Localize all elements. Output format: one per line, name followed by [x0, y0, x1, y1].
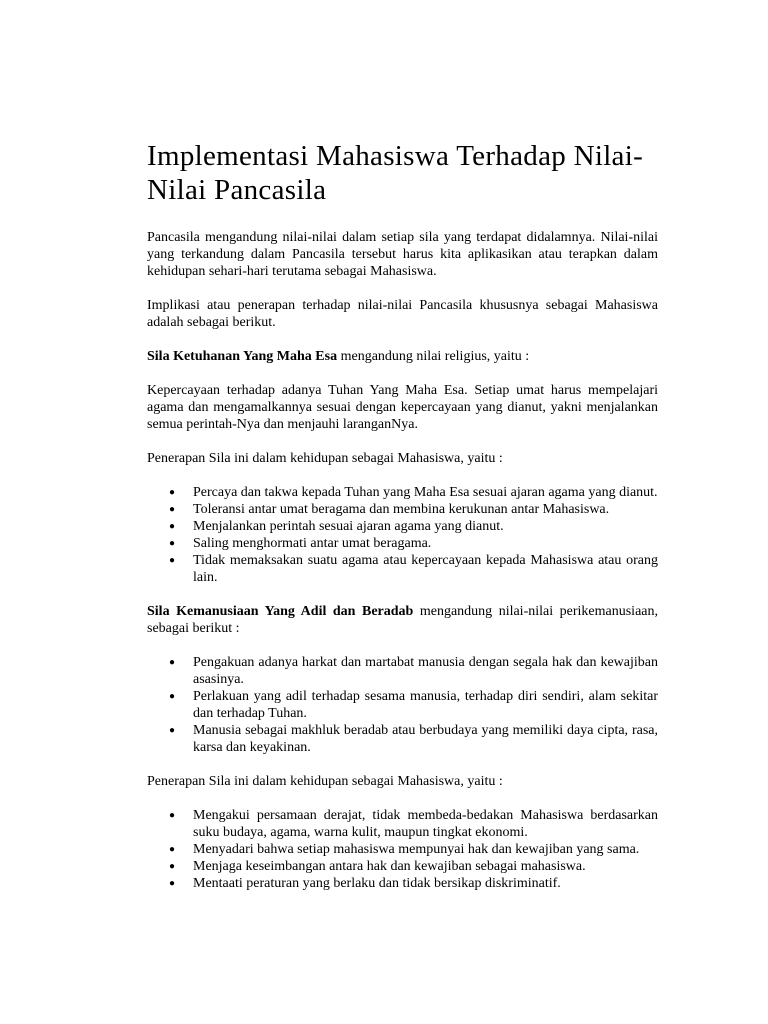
- list-item: [147, 722, 658, 756]
- list-item-text: Mengakui persamaan derajat, tidak membeda-bedakan Mahasiswa berdasarkan suku budaya, agama, warna kulit, maupun tingkat ekonomi.: [193, 808, 658, 840]
- sila1-penerapan-list: [147, 484, 658, 586]
- sila2-heading: [147, 603, 658, 637]
- list-item: [147, 518, 658, 535]
- bullet-icon: ●: [169, 878, 176, 889]
- list-item-text: Tidak memaksakan suatu agama atau kepercayaan kepada Mahasiswa atau orang lain.: [193, 553, 658, 585]
- sila2-penerapan-list: [147, 807, 658, 892]
- bullet-icon: ●: [169, 538, 176, 549]
- list-item-text: Manusia sebagai makhluk beradab atau berbudaya yang memiliki daya cipta, rasa, karsa dan keyakinan.: [193, 723, 658, 755]
- bullet-icon: ●: [169, 504, 176, 515]
- sila1-suffix: mengandung nilai religius, yaitu :: [337, 349, 530, 364]
- list-item: [147, 688, 658, 722]
- list-item: [147, 484, 658, 501]
- bullet-icon: ●: [169, 691, 176, 702]
- bullet-icon: ●: [169, 555, 176, 566]
- list-item-text: Menjaga keseimbangan antara hak dan kewajiban sebagai mahasiswa.: [193, 859, 586, 874]
- list-item: [147, 654, 658, 688]
- sila2-values-list: [147, 654, 658, 756]
- list-item-text: Saling menghormati antar umat beragama.: [193, 536, 432, 551]
- list-item-text: Mentaati peraturan yang berlaku dan tidak bersikap diskriminatif.: [193, 876, 561, 891]
- sila1-name: Sila Ketuhanan Yang Maha Esa: [147, 349, 338, 364]
- bullet-icon: ●: [169, 725, 176, 736]
- list-item: [147, 858, 658, 875]
- list-item-text: Toleransi antar umat beragama dan membina kerukunan antar Mahasiswa.: [193, 502, 610, 517]
- bullet-icon: ●: [169, 844, 176, 855]
- list-item: [147, 841, 658, 858]
- bullet-icon: ●: [169, 861, 176, 872]
- list-item-text: Menjalankan perintah sesuai ajaran agama yang dianut.: [193, 519, 504, 534]
- list-item-text: Pengakuan adanya harkat dan martabat manusia dengan segala hak dan kewajiban asasinya.: [193, 655, 658, 687]
- list-item-text: Percaya dan takwa kepada Tuhan yang Maha Esa sesuai ajaran agama yang dianut.: [193, 485, 658, 500]
- list-item: [147, 552, 658, 586]
- list-item-text: Menyadari bahwa setiap mahasiswa mempunyai hak dan kewajiban yang sama.: [193, 842, 640, 857]
- bullet-icon: ●: [169, 810, 176, 821]
- list-item: [147, 807, 658, 841]
- list-item-text: Perlakuan yang adil terhadap sesama manusia, terhadap diri sendiri, alam sekitar dan terhadap Tuhan.: [193, 689, 658, 721]
- list-item: [147, 535, 658, 552]
- implikasi-paragraph: Implikasi atau penerapan terhadap nilai-nilai Pancasila khususnya sebagai Mahasiswa adalah sebagai berikut.: [147, 298, 658, 330]
- bullet-icon: ●: [169, 487, 176, 498]
- bullet-icon: ●: [169, 521, 176, 532]
- list-item: [147, 875, 658, 892]
- sila2-penerapan-intro: Penerapan Sila ini dalam kehidupan sebagai Mahasiswa, yaitu :: [147, 774, 503, 789]
- document-title: Implementasi Mahasiswa Terhadap Nilai-Nilai Pancasila: [147, 140, 644, 206]
- intro-paragraph: Pancasila mengandung nilai-nilai dalam setiap sila yang terdapat didalamnya. Nilai-nilai yang terkandung dalam Pancasila tersebut harus kita aplikasikan atau terapkan dalam kehidupan sehari-hari terutama sebagai Mahasiswa.: [147, 230, 658, 279]
- list-item: [147, 501, 658, 518]
- bullet-icon: ●: [169, 657, 176, 668]
- sila1-heading: [147, 348, 658, 365]
- document-body: [147, 139, 658, 909]
- sila1-description: Kepercayaan terhadap adanya Tuhan Yang Maha Esa. Setiap umat harus mempelajari agama dan mengamalkannya sesuai dengan kepercayaan yang dianut, yakni menjalankan semua perintah-Nya dan menjauhi laranganNya.: [147, 383, 658, 432]
- sila2-suffix: mengandung nilai-nilai perikemanusiaan, sebagai berikut :: [147, 604, 658, 636]
- sila2-name: Sila Kemanusiaan Yang Adil dan Beradab: [147, 604, 414, 619]
- sila1-penerapan-intro: Penerapan Sila ini dalam kehidupan sebagai Mahasiswa, yaitu :: [147, 451, 503, 466]
